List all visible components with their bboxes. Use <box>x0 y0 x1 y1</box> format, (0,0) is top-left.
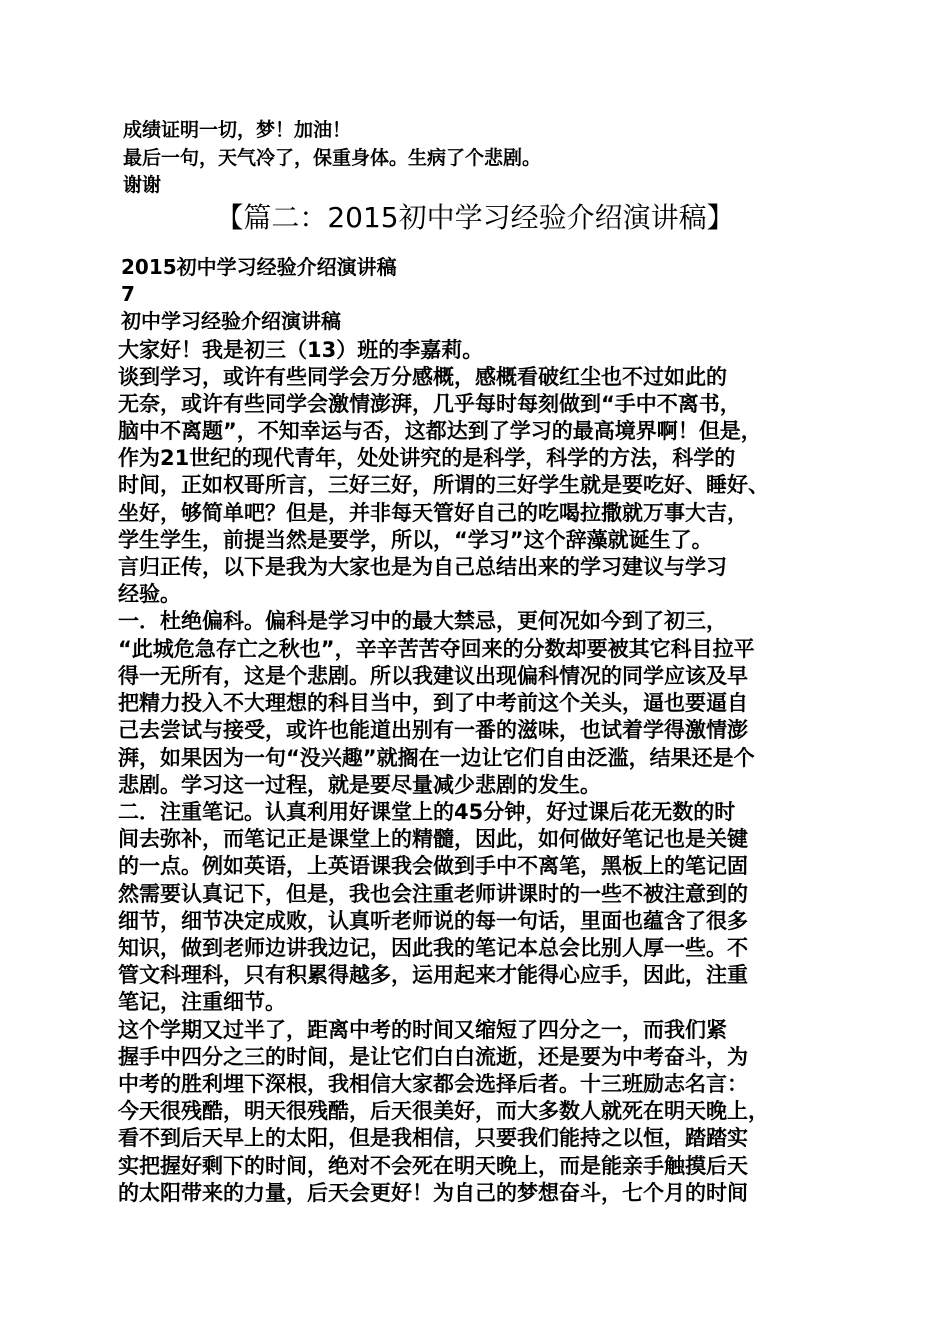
body-line: “此城危急存亡之秋也”，辛辛苦苦夺回来的分数却要被其它科目拉平 <box>118 637 755 661</box>
body-line: 知识，做到老师边讲我边记，因此我的笔记本总会比别人厚一些。不 <box>118 936 748 960</box>
body-line: 管文科理科，只有积累得越多，运用起来才能得心应手，因此，注重 <box>118 963 748 987</box>
body-line: 笔记，注重细节。 <box>118 990 286 1014</box>
body-line: 得一无所有，这是个悲剧。所以我建议出现偏科情况的同学应该及早 <box>118 664 748 688</box>
body-line: 作为21世纪的现代青年，处处讲究的是科学，科学的方法，科学的 <box>118 446 736 470</box>
body-line: 今天很残酷，明天很残酷，后天很美好，而大多数人就死在明天晚上， <box>118 1099 769 1123</box>
body-line: 时间，正如权哥所言，三好三好，所谓的三好学生就是要吃好、睡好、 <box>118 473 769 497</box>
body-line: 的太阳带来的力量，后天会更好！为自己的梦想奋斗，七个月的时间 <box>118 1181 748 1205</box>
body-line: 经验。 <box>118 582 181 606</box>
body-line: 一．杜绝偏科。偏科是学习中的最大禁忌，更何况如今到了初三， <box>118 609 727 633</box>
body-line: 这个学期又过半了，距离中考的时间又缩短了四分之一，而我们紧 <box>118 1018 727 1042</box>
intro-line: 最后一句，天气冷了，保重身体。生病了个悲剧。 <box>123 147 542 169</box>
body-line: 湃，如果因为一句“没兴趣”就搁在一边让它们自由泛滥，结果还是个 <box>118 746 755 770</box>
body-line: 无奈，或许有些同学会激情澎湃，几乎每时每刻做到“手中不离书， <box>118 392 741 416</box>
page-number: 7 <box>121 282 135 306</box>
body-line: 细节，细节决定成败，认真听老师说的每一句话，里面也蕴含了很多 <box>118 909 748 933</box>
body-line: 的一点。例如英语，上英语课我会做到手中不离笔，黑板上的笔记固 <box>118 854 748 878</box>
body-line: 实把握好剩下的时间，绝对不会死在明天晚上，而是能亲手触摸后天 <box>118 1154 748 1178</box>
body-line: 中考的胜利埋下深根，我相信大家都会选择后者。十三班励志名言： <box>118 1072 748 1096</box>
body-line: 谈到学习，或许有些同学会万分感概，感概看破红尘也不过如此的 <box>118 365 727 389</box>
body-line: 握手中四分之三的时间，是让它们白白流逝，还是要为中考奋斗，为 <box>118 1045 748 1069</box>
body-line: 二．注重笔记。认真利用好课堂上的45分钟，好过课后花无数的时 <box>118 800 736 824</box>
body-line: 言归正传，以下是我为大家也是为自己总结出来的学习建议与学习 <box>118 555 727 579</box>
body-line: 看不到后天早上的太阳，但是我相信，只要我们能持之以恒，踏踏实 <box>118 1126 748 1150</box>
body-line: 然需要认真记下，但是，我也会注重老师讲课时的一些不被注意到的 <box>118 882 748 906</box>
doc-subtitle: 初中学习经验介绍演讲稿 <box>121 309 341 333</box>
body-line: 间去弥补，而笔记正是课堂上的精髓，因此，如何做好笔记也是关键 <box>118 827 748 851</box>
doc-title: 2015初中学习经验介绍演讲稿 <box>121 255 397 279</box>
body-line: 脑中不离题”，不知幸运与否，这都达到了学习的最高境界啊！但是， <box>118 419 762 443</box>
body-line: 把精力投入不大理想的科目当中，到了中考前这个关头，逼也要逼自 <box>118 691 748 715</box>
section-title: 【篇二：2015初中学习经验介绍演讲稿】 <box>215 201 735 234</box>
body-line: 己去尝试与接受，或许也能道出别有一番的滋味，也试着学得激情澎 <box>118 718 748 742</box>
intro-line: 成绩证明一切，梦！加油！ <box>123 119 352 141</box>
body-line: 大家好！我是初三（13）班的李嘉莉。 <box>118 338 484 362</box>
intro-line: 谢谢 <box>123 174 162 196</box>
body-line: 坐好，够简单吧？但是，并非每天管好自己的吃喝拉撒就万事大吉， <box>118 501 748 525</box>
body-line: 学生学生，前提当然是要学，所以，“学习”这个辞藻就诞生了。 <box>118 528 713 552</box>
body-line: 悲剧。学习这一过程，就是要尽量减少悲剧的发生。 <box>118 773 601 797</box>
